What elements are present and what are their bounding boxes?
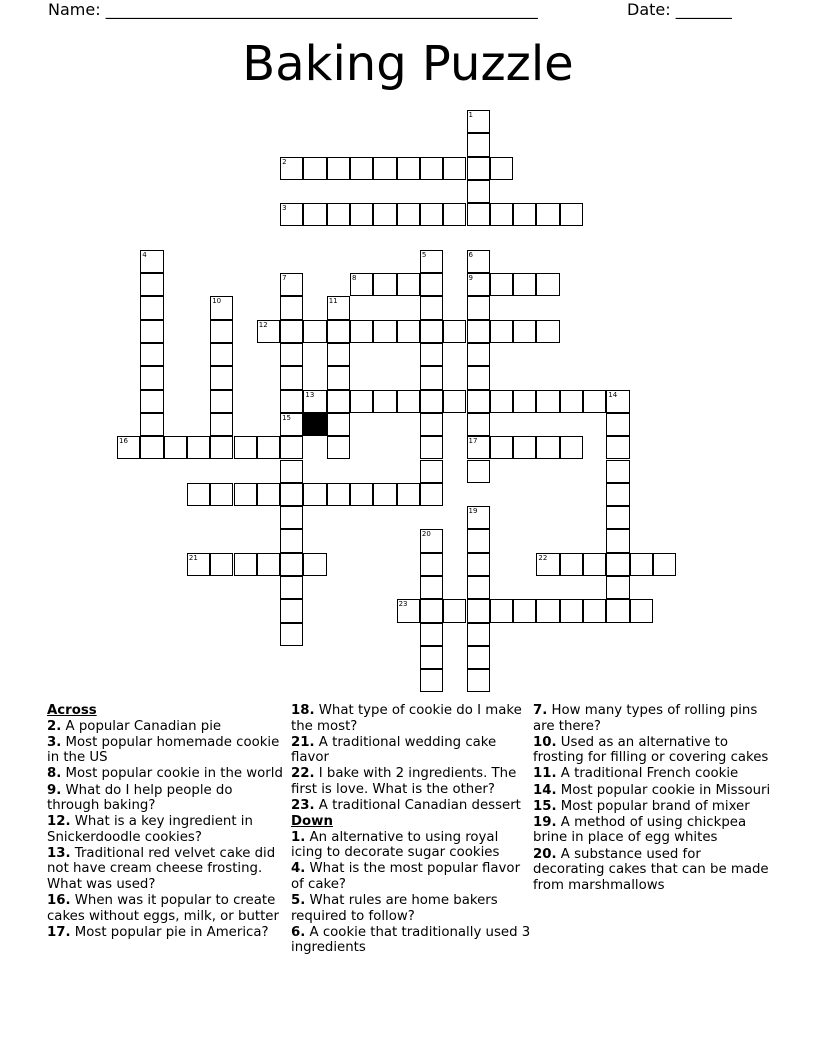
grid-cell[interactable] (536, 390, 559, 413)
clue (47, 766, 287, 782)
grid-cell[interactable] (467, 133, 490, 156)
clue-text: When was it popular to create cakes without eggs, milk, or butter (47, 893, 279, 924)
clue-text: What do I help people do through baking? (47, 782, 233, 814)
clue-number-label: 18. (291, 703, 315, 718)
grid-cell[interactable] (117, 436, 140, 459)
clue-number: 22 (538, 553, 548, 562)
grid-cell[interactable] (280, 436, 303, 459)
grid-cell[interactable] (140, 366, 163, 389)
grid-cell[interactable] (280, 273, 303, 296)
clue-number-label: 2. (47, 718, 62, 734)
grid-cell[interactable] (443, 320, 466, 343)
grid-cell[interactable] (280, 320, 303, 343)
clue (47, 846, 287, 893)
grid-cell[interactable] (280, 576, 303, 599)
clue (533, 735, 773, 766)
grid-cell[interactable] (397, 320, 420, 343)
grid-cell[interactable] (280, 296, 303, 319)
grid-cell[interactable] (327, 436, 350, 459)
grid-cell[interactable] (420, 157, 443, 180)
grid-cell[interactable] (280, 483, 303, 506)
grid-cell[interactable] (467, 273, 490, 296)
grid-cell[interactable] (140, 250, 163, 273)
clue-number: 9 (468, 274, 473, 283)
grid-cell[interactable] (536, 553, 559, 576)
grid-cell[interactable] (467, 646, 490, 669)
clue-column-3 (533, 703, 773, 894)
clue-text: A substance used for decorating cakes that can be made from marshmallows (533, 846, 769, 893)
grid-cell[interactable] (467, 669, 490, 692)
clue-number: 10 (212, 297, 222, 306)
grid-cell[interactable] (583, 390, 606, 413)
grid-cell[interactable] (443, 157, 466, 180)
clue-text: I bake with 2 ingredients. The first is love. What is the other? (291, 766, 517, 797)
grid-cell[interactable] (420, 646, 443, 669)
grid-cell[interactable] (187, 553, 210, 576)
clue-number: 14 (608, 390, 618, 399)
clue (47, 719, 287, 735)
grid-cell[interactable] (187, 483, 210, 506)
grid-cell[interactable] (303, 203, 326, 226)
name-label: Name: (48, 0, 101, 19)
grid-cell[interactable] (490, 157, 513, 180)
clue-number: 12 (258, 320, 268, 329)
grid-cell[interactable] (280, 343, 303, 366)
grid-cell[interactable] (467, 460, 490, 483)
grid-cell[interactable] (257, 483, 280, 506)
clue (291, 861, 531, 892)
clue-number-label: 7. (533, 703, 548, 718)
grid-cell[interactable] (280, 366, 303, 389)
grid-cell[interactable] (164, 436, 187, 459)
clue-text: Most popular brand of mixer (556, 798, 750, 814)
clue-number-label: 4. (291, 861, 306, 877)
clue-text: How many types of rolling pins are there? (533, 703, 758, 734)
clue (47, 925, 287, 941)
clue (47, 893, 287, 924)
grid-cell[interactable] (303, 390, 326, 413)
clue (291, 893, 531, 924)
grid-cell[interactable] (467, 203, 490, 226)
grid-cell[interactable] (467, 506, 490, 529)
grid-cell[interactable] (606, 553, 629, 576)
grid-cell[interactable] (397, 157, 420, 180)
clue-number-label: 22. (291, 766, 315, 782)
grid-block (303, 413, 326, 436)
clue-number-label: 17. (47, 924, 71, 940)
grid-cell[interactable] (373, 483, 396, 506)
grid-cell[interactable] (280, 599, 303, 622)
grid-cell[interactable] (280, 413, 303, 436)
clue-number: 5 (421, 250, 427, 259)
grid-cell[interactable] (467, 390, 490, 413)
grid-cell[interactable] (397, 273, 420, 296)
grid-cell[interactable] (420, 366, 443, 389)
clue-number-label: 9. (47, 782, 62, 798)
grid-cell[interactable] (280, 390, 303, 413)
clue-number: 2 (282, 157, 287, 166)
clue-text: Most popular pie in America? (70, 924, 269, 940)
grid-cell[interactable] (257, 436, 280, 459)
grid-cell[interactable] (327, 413, 350, 436)
grid-cell[interactable] (234, 553, 257, 576)
grid-cell[interactable] (397, 599, 420, 622)
clue (533, 766, 773, 782)
grid-cell[interactable] (536, 273, 559, 296)
grid-cell[interactable] (420, 250, 443, 273)
grid-cell[interactable] (280, 506, 303, 529)
grid-cell[interactable] (373, 157, 396, 180)
grid-cell[interactable] (234, 483, 257, 506)
clue-number: 11 (328, 297, 338, 306)
grid-cell[interactable] (140, 413, 163, 436)
date-label: Date: (627, 0, 671, 19)
grid-cell[interactable] (467, 250, 490, 273)
grid-cell[interactable] (140, 436, 163, 459)
date-line[interactable]: _______ (675, 0, 732, 19)
clue (291, 798, 531, 814)
clue (47, 735, 287, 766)
grid-cell[interactable] (606, 506, 629, 529)
name-line[interactable]: ______________________________________________________ (105, 0, 538, 19)
grid-cell[interactable] (303, 483, 326, 506)
grid-cell[interactable] (420, 483, 443, 506)
clue-number-label: 5. (291, 893, 306, 909)
grid-cell[interactable] (560, 436, 583, 459)
grid-cell[interactable] (653, 553, 676, 576)
grid-cell[interactable] (513, 599, 536, 622)
grid-cell[interactable] (280, 553, 303, 576)
grid-cell[interactable] (536, 203, 559, 226)
grid-cell[interactable] (257, 553, 280, 576)
grid-cell[interactable] (560, 599, 583, 622)
page-title: Baking Puzzle (242, 36, 574, 92)
clue (291, 830, 531, 861)
grid-cell[interactable] (350, 157, 373, 180)
clue-column-2 (291, 703, 531, 957)
grid-cell[interactable] (513, 203, 536, 226)
grid-cell[interactable] (140, 390, 163, 413)
grid-cell[interactable] (490, 390, 513, 413)
grid-cell[interactable] (187, 436, 210, 459)
grid-cell[interactable] (327, 483, 350, 506)
clue (533, 799, 773, 815)
grid-cell[interactable] (350, 273, 373, 296)
clue-number-label: 20. (533, 846, 557, 862)
grid-cell[interactable] (140, 273, 163, 296)
clue (291, 925, 531, 956)
grid-cell[interactable] (373, 390, 396, 413)
grid-cell[interactable] (373, 203, 396, 226)
grid-cell[interactable] (210, 436, 233, 459)
grid-cell[interactable] (420, 296, 443, 319)
grid-cell[interactable] (467, 320, 490, 343)
grid-cell[interactable] (536, 436, 559, 459)
grid-cell[interactable] (490, 320, 513, 343)
grid-cell[interactable] (210, 343, 233, 366)
clue-text: A cookie that traditionally used 3 ingredients (291, 924, 531, 956)
grid-cell[interactable] (420, 460, 443, 483)
clue (291, 735, 531, 766)
grid-cell[interactable] (327, 390, 350, 413)
grid-cell[interactable] (397, 483, 420, 506)
grid-cell[interactable] (140, 343, 163, 366)
grid-cell[interactable] (350, 203, 373, 226)
grid-cell[interactable] (606, 599, 629, 622)
grid-cell[interactable] (327, 203, 350, 226)
clue-text: What is the most popular flavor of cake? (291, 861, 521, 892)
grid-cell[interactable] (210, 553, 233, 576)
grid-cell[interactable] (210, 366, 233, 389)
grid-cell[interactable] (606, 576, 629, 599)
grid-cell[interactable] (513, 320, 536, 343)
grid-cell[interactable] (420, 669, 443, 692)
grid-cell[interactable] (630, 599, 653, 622)
clue (291, 703, 531, 734)
grid-cell[interactable] (513, 390, 536, 413)
grid-cell[interactable] (420, 320, 443, 343)
grid-cell[interactable] (490, 203, 513, 226)
clue-number: 23 (398, 600, 408, 609)
clue-text: A popular Canadian pie (61, 718, 222, 734)
grid-cell[interactable] (467, 529, 490, 552)
grid-cell[interactable] (536, 599, 559, 622)
grid-cell[interactable] (467, 343, 490, 366)
clue-text: A method of using chickpea brine in place of egg whites (533, 814, 747, 846)
clue-number-label: 11. (533, 766, 557, 782)
grid-cell[interactable] (560, 553, 583, 576)
clue-number: 6 (468, 250, 473, 259)
clue-number: 21 (188, 553, 198, 562)
grid-cell[interactable] (606, 483, 629, 506)
clue-text: Most popular cookie in Missouri (556, 782, 771, 798)
grid-cell[interactable] (420, 413, 443, 436)
clue-number-label: 21. (291, 734, 315, 750)
clue-text: An alternative to using royal icing to decorate sugar cookies (291, 829, 500, 861)
grid-cell[interactable] (327, 343, 350, 366)
grid-cell[interactable] (210, 413, 233, 436)
grid-cell[interactable] (606, 413, 629, 436)
grid-cell[interactable] (490, 599, 513, 622)
clue-number-label: 13. (47, 845, 71, 861)
clue-number: 20 (421, 530, 431, 539)
clue-number: 17 (468, 437, 478, 446)
grid-cell[interactable] (420, 390, 443, 413)
grid-cell[interactable] (327, 366, 350, 389)
grid-cell[interactable] (210, 483, 233, 506)
clue-number: 1 (468, 111, 473, 119)
grid-cell[interactable] (630, 553, 653, 576)
grid-cell[interactable] (327, 157, 350, 180)
grid-cell[interactable] (467, 599, 490, 622)
grid-cell[interactable] (513, 273, 536, 296)
grid-cell[interactable] (420, 553, 443, 576)
grid-cell[interactable] (327, 320, 350, 343)
clue-text: A traditional wedding cake flavor (291, 734, 497, 766)
grid-cell[interactable] (420, 576, 443, 599)
clue-number-label: 3. (47, 734, 62, 750)
grid-cell[interactable] (420, 599, 443, 622)
clue-number-label: 10. (533, 734, 557, 750)
clue-number: 7 (282, 274, 287, 283)
grid-cell[interactable] (140, 296, 163, 319)
grid-cell[interactable] (210, 390, 233, 413)
grid-cell[interactable] (420, 203, 443, 226)
clue-number-label: 16. (47, 893, 71, 909)
grid-cell[interactable] (536, 320, 559, 343)
clue-number-label: 6. (291, 924, 306, 940)
clue (533, 703, 773, 734)
grid-cell[interactable] (280, 623, 303, 646)
clue-text: A traditional Canadian dessert (314, 798, 521, 814)
grid-cell[interactable] (467, 553, 490, 576)
grid-cell[interactable] (280, 460, 303, 483)
clue-text: Used as an alternative to frosting for filling or covering cakes (533, 734, 769, 766)
clue (291, 766, 531, 797)
grid-cell[interactable] (467, 623, 490, 646)
grid-cell[interactable] (467, 366, 490, 389)
grid-cell[interactable] (234, 436, 257, 459)
grid-cell[interactable] (373, 273, 396, 296)
grid-cell[interactable] (583, 553, 606, 576)
grid-cell[interactable] (257, 320, 280, 343)
clue-number-label: 14. (533, 782, 557, 798)
grid-cell[interactable] (373, 320, 396, 343)
grid-cell[interactable] (350, 483, 373, 506)
grid-cell[interactable] (467, 296, 490, 319)
grid-cell[interactable] (560, 390, 583, 413)
clue-number-label: 8. (47, 766, 62, 782)
grid-cell[interactable] (420, 623, 443, 646)
grid-cell[interactable] (327, 296, 350, 319)
grid-cell[interactable] (350, 390, 373, 413)
grid-cell[interactable] (350, 320, 373, 343)
clue-text: What type of cookie do I make the most? (291, 703, 522, 734)
grid-cell[interactable] (467, 157, 490, 180)
grid-cell[interactable] (583, 599, 606, 622)
grid-cell[interactable] (443, 203, 466, 226)
grid-cell[interactable] (280, 529, 303, 552)
clue (47, 783, 287, 814)
grid-cell[interactable] (420, 436, 443, 459)
section-heading: Down (291, 814, 333, 830)
clue-number: 19 (468, 507, 478, 516)
clue-number-label: 19. (533, 814, 557, 830)
grid-cell[interactable] (467, 436, 490, 459)
grid-cell[interactable] (467, 576, 490, 599)
clue-text: Most popular homemade cookie in the US (47, 734, 280, 766)
grid-cell[interactable] (280, 157, 303, 180)
grid-cell[interactable] (490, 273, 513, 296)
grid-cell[interactable] (443, 390, 466, 413)
clue (533, 847, 773, 894)
clue (533, 815, 773, 846)
clue-text: A traditional French cookie (556, 766, 739, 782)
grid-cell[interactable] (606, 436, 629, 459)
grid-cell[interactable] (467, 180, 490, 203)
grid-cell[interactable] (606, 390, 629, 413)
grid-cell[interactable] (420, 529, 443, 552)
clue (47, 814, 287, 845)
clue-column-1 (47, 703, 287, 941)
clue-number: 13 (305, 390, 315, 399)
grid-cell[interactable] (210, 320, 233, 343)
grid-cell[interactable] (560, 203, 583, 226)
grid-cell[interactable] (303, 157, 326, 180)
clue-text: Traditional red velvet cake did not have cream cheese frosting. What was used? (47, 845, 276, 892)
clue-number: 3 (282, 204, 287, 213)
clue-number: 8 (352, 274, 357, 283)
grid-cell[interactable] (467, 413, 490, 436)
grid-cell[interactable] (606, 460, 629, 483)
clue-number: 15 (282, 413, 292, 422)
grid-cell[interactable] (397, 203, 420, 226)
grid-cell[interactable] (443, 599, 466, 622)
grid-cell[interactable] (513, 436, 536, 459)
grid-cell[interactable] (467, 110, 490, 133)
grid-cell[interactable] (140, 320, 163, 343)
grid-cell[interactable] (490, 436, 513, 459)
grid-cell[interactable] (210, 296, 233, 319)
clue-number-label: 23. (291, 798, 315, 814)
grid-cell[interactable] (303, 320, 326, 343)
grid-cell[interactable] (280, 203, 303, 226)
clue-number-label: 15. (533, 798, 557, 814)
grid-cell[interactable] (397, 390, 420, 413)
section-heading: Across (47, 703, 97, 718)
clue-text: Most popular cookie in the world (61, 766, 283, 782)
clue-number-label: 12. (47, 814, 71, 830)
clue-number: 16 (119, 437, 128, 446)
grid-cell[interactable] (303, 553, 326, 576)
grid-cell[interactable] (420, 273, 443, 296)
grid-cell[interactable] (420, 343, 443, 366)
clue (533, 783, 773, 799)
clue-text: What rules are home bakers required to follow? (291, 893, 498, 924)
clue-text: What is a key ingredient in Snickerdoodle cookies? (47, 814, 253, 845)
clue-number-label: 1. (291, 829, 306, 845)
grid-cell[interactable] (606, 529, 629, 552)
clue-number: 4 (142, 250, 147, 259)
